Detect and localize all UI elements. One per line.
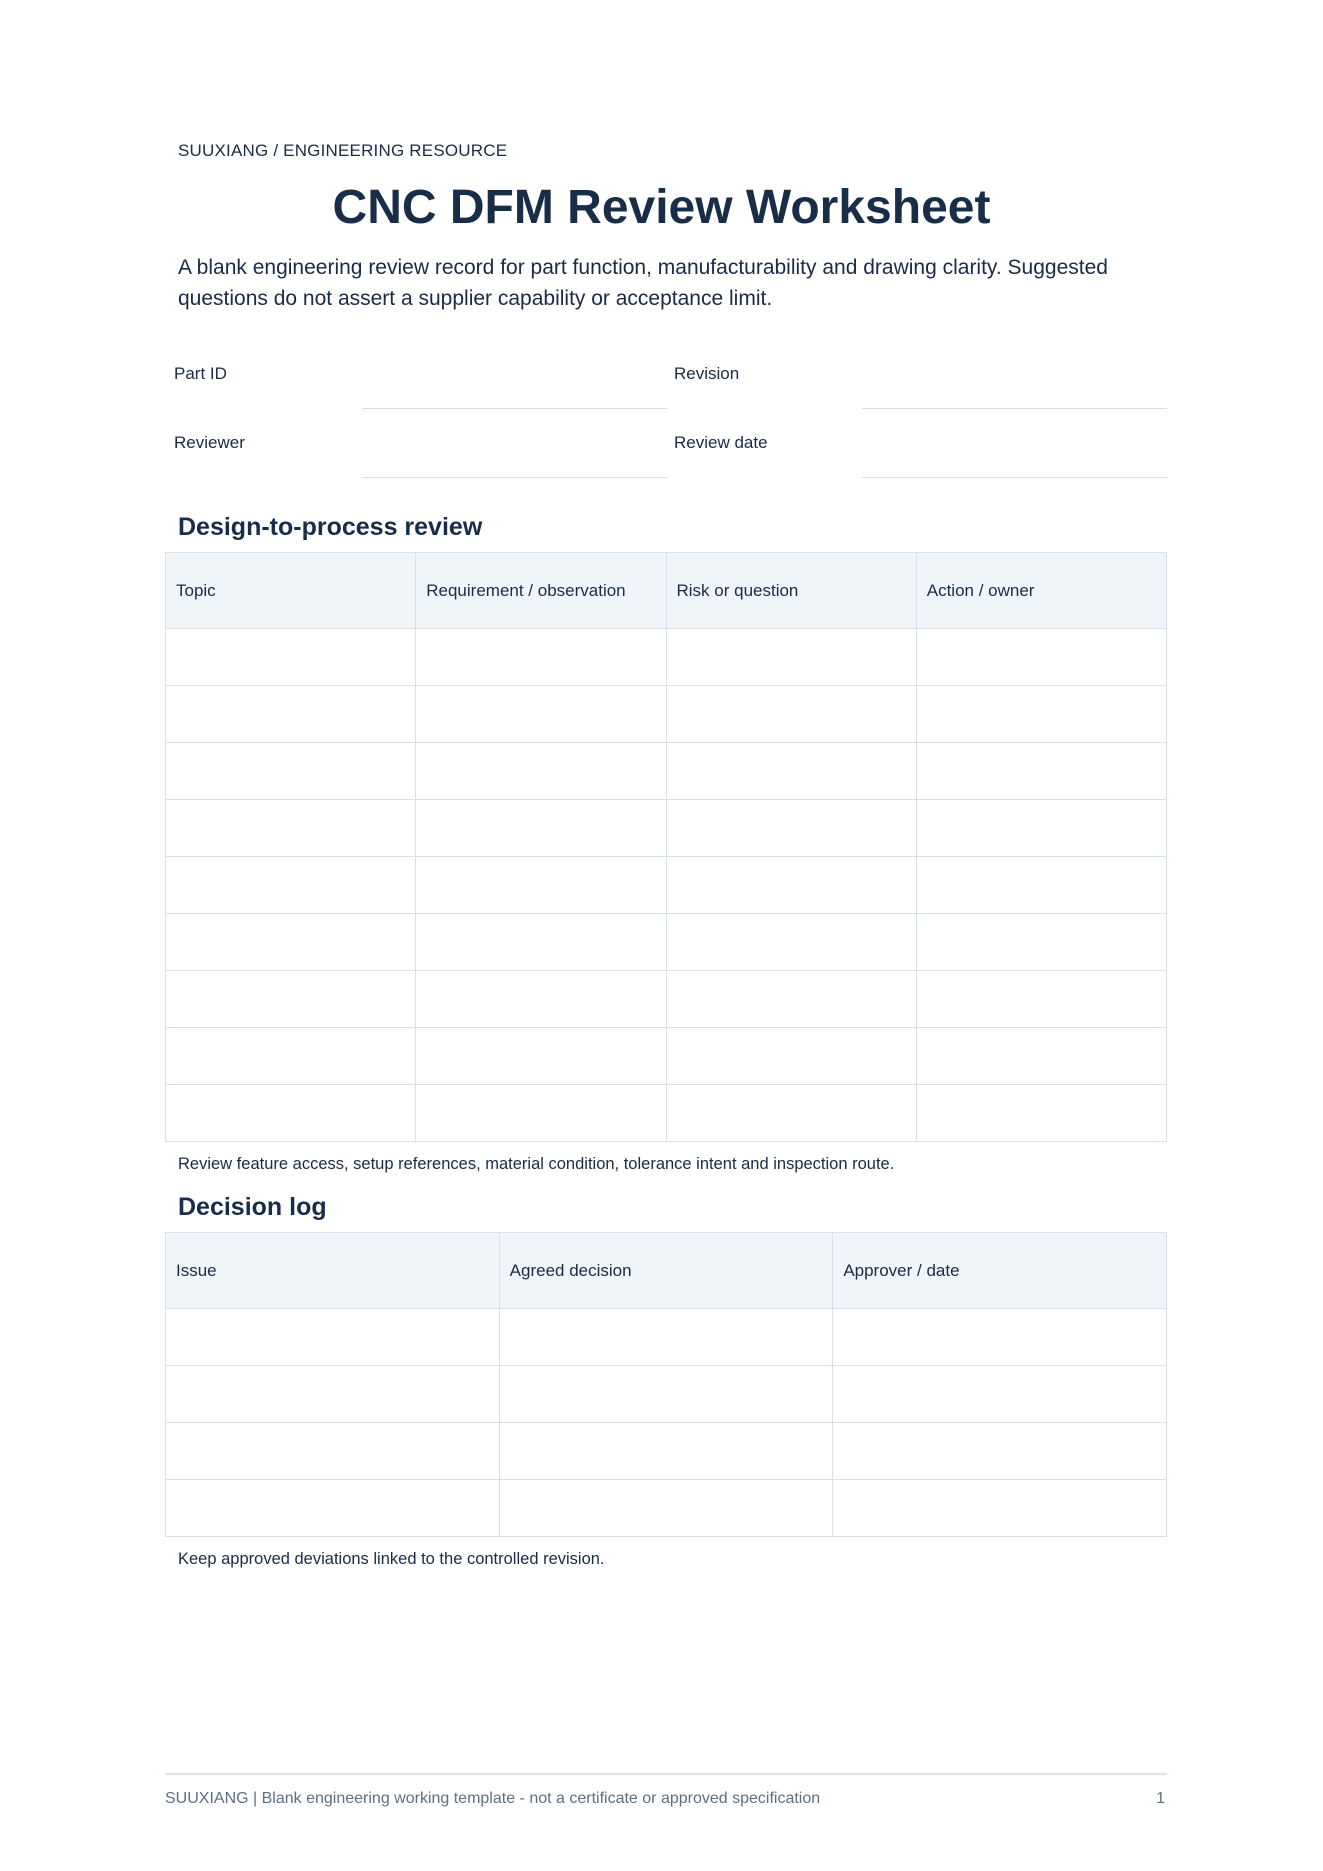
table-cell[interactable]	[666, 1085, 916, 1142]
table-cell[interactable]	[416, 743, 666, 800]
column-header-decision: Agreed decision	[499, 1233, 833, 1309]
decision-header-row	[166, 1233, 1167, 1309]
table-row	[166, 686, 1167, 743]
table-cell[interactable]	[833, 1480, 1167, 1537]
review-note: Review feature access, setup references, material condition, tolerance intent and inspection route.	[178, 1155, 895, 1173]
table-cell[interactable]	[666, 1028, 916, 1085]
table-row	[166, 1028, 1167, 1085]
page-number: 1	[1156, 1790, 1165, 1807]
page-title: CNC DFM Review Worksheet	[332, 181, 991, 234]
table-row	[166, 1085, 1167, 1142]
table-row	[166, 1366, 1167, 1423]
table-cell[interactable]	[666, 743, 916, 800]
footer-text: SUUXIANG | Blank engineering working template - not a certificate or approved specification	[165, 1790, 821, 1807]
table-cell[interactable]	[166, 857, 416, 914]
revision-field[interactable]	[665, 350, 1165, 410]
footer-divider	[165, 1773, 1167, 1775]
table-row	[166, 1309, 1167, 1366]
column-header-requirement: Requirement / observation	[416, 553, 666, 629]
table-cell[interactable]	[499, 1309, 833, 1366]
eyebrow: SUUXIANG / ENGINEERING RESOURCE	[178, 141, 508, 160]
table-cell[interactable]	[166, 1423, 500, 1480]
column-header-topic: Topic	[166, 553, 416, 629]
table-cell[interactable]	[166, 1085, 416, 1142]
table-cell[interactable]	[416, 971, 666, 1028]
table-cell[interactable]	[166, 743, 416, 800]
table-cell[interactable]	[916, 686, 1166, 743]
table-cell[interactable]	[416, 914, 666, 971]
table-row	[166, 743, 1167, 800]
revision-line[interactable]	[862, 408, 1167, 409]
table-cell[interactable]	[916, 629, 1166, 686]
table-cell[interactable]	[833, 1309, 1167, 1366]
review-header-row	[166, 553, 1167, 629]
part-id-line[interactable]	[362, 408, 667, 409]
decision-log-table	[165, 1232, 1167, 1537]
table-cell[interactable]	[499, 1423, 833, 1480]
decision-log-title: Decision log	[178, 1193, 327, 1221]
review-date-line[interactable]	[862, 477, 1167, 478]
table-cell[interactable]	[166, 1480, 500, 1537]
part-id-field[interactable]	[165, 350, 665, 410]
table-row	[166, 1480, 1167, 1537]
table-cell[interactable]	[666, 914, 916, 971]
table-cell[interactable]	[916, 743, 1166, 800]
table-row	[166, 800, 1167, 857]
table-cell[interactable]	[916, 800, 1166, 857]
table-cell[interactable]	[416, 1085, 666, 1142]
table-row	[166, 1423, 1167, 1480]
table-cell[interactable]	[166, 629, 416, 686]
reviewer-line[interactable]	[362, 477, 667, 478]
table-cell[interactable]	[499, 1366, 833, 1423]
column-header-risk: Risk or question	[666, 553, 916, 629]
review-date-field[interactable]	[665, 419, 1165, 479]
reviewer-field[interactable]	[165, 419, 665, 479]
table-cell[interactable]	[166, 1309, 500, 1366]
table-cell[interactable]	[166, 914, 416, 971]
column-header-approver: Approver / date	[833, 1233, 1167, 1309]
table-cell[interactable]	[416, 857, 666, 914]
table-cell[interactable]	[833, 1366, 1167, 1423]
table-row	[166, 914, 1167, 971]
revision-label: Revision	[674, 364, 740, 383]
table-cell[interactable]	[166, 800, 416, 857]
review-table	[165, 552, 1167, 1142]
column-header-issue: Issue	[166, 1233, 500, 1309]
table-cell[interactable]	[666, 800, 916, 857]
table-cell[interactable]	[499, 1480, 833, 1537]
table-cell[interactable]	[166, 1028, 416, 1085]
table-cell[interactable]	[416, 629, 666, 686]
table-cell[interactable]	[166, 971, 416, 1028]
table-cell[interactable]	[916, 914, 1166, 971]
table-cell[interactable]	[416, 1028, 666, 1085]
intro-paragraph: A blank engineering review record for part function, manufacturability and drawing clarity. Suggested questions do not assert a supplier capability or acceptance limit.	[178, 256, 1108, 310]
table-cell[interactable]	[916, 1085, 1166, 1142]
column-header-action: Action / owner	[916, 553, 1166, 629]
table-cell[interactable]	[416, 800, 666, 857]
table-cell[interactable]	[916, 971, 1166, 1028]
table-row	[166, 857, 1167, 914]
part-id-label: Part ID	[174, 364, 227, 383]
decision-log-note: Keep approved deviations linked to the controlled revision.	[178, 1550, 605, 1568]
table-cell[interactable]	[833, 1423, 1167, 1480]
table-cell[interactable]	[166, 686, 416, 743]
table-row	[166, 971, 1167, 1028]
table-cell[interactable]	[666, 686, 916, 743]
table-cell[interactable]	[666, 971, 916, 1028]
reviewer-label: Reviewer	[174, 433, 245, 452]
review-section-title: Design-to-process review	[178, 513, 483, 541]
table-cell[interactable]	[416, 686, 666, 743]
table-row	[166, 629, 1167, 686]
table-cell[interactable]	[666, 629, 916, 686]
table-cell[interactable]	[166, 1366, 500, 1423]
table-cell[interactable]	[916, 1028, 1166, 1085]
review-date-label: Review date	[674, 433, 768, 452]
table-cell[interactable]	[666, 857, 916, 914]
table-cell[interactable]	[916, 857, 1166, 914]
